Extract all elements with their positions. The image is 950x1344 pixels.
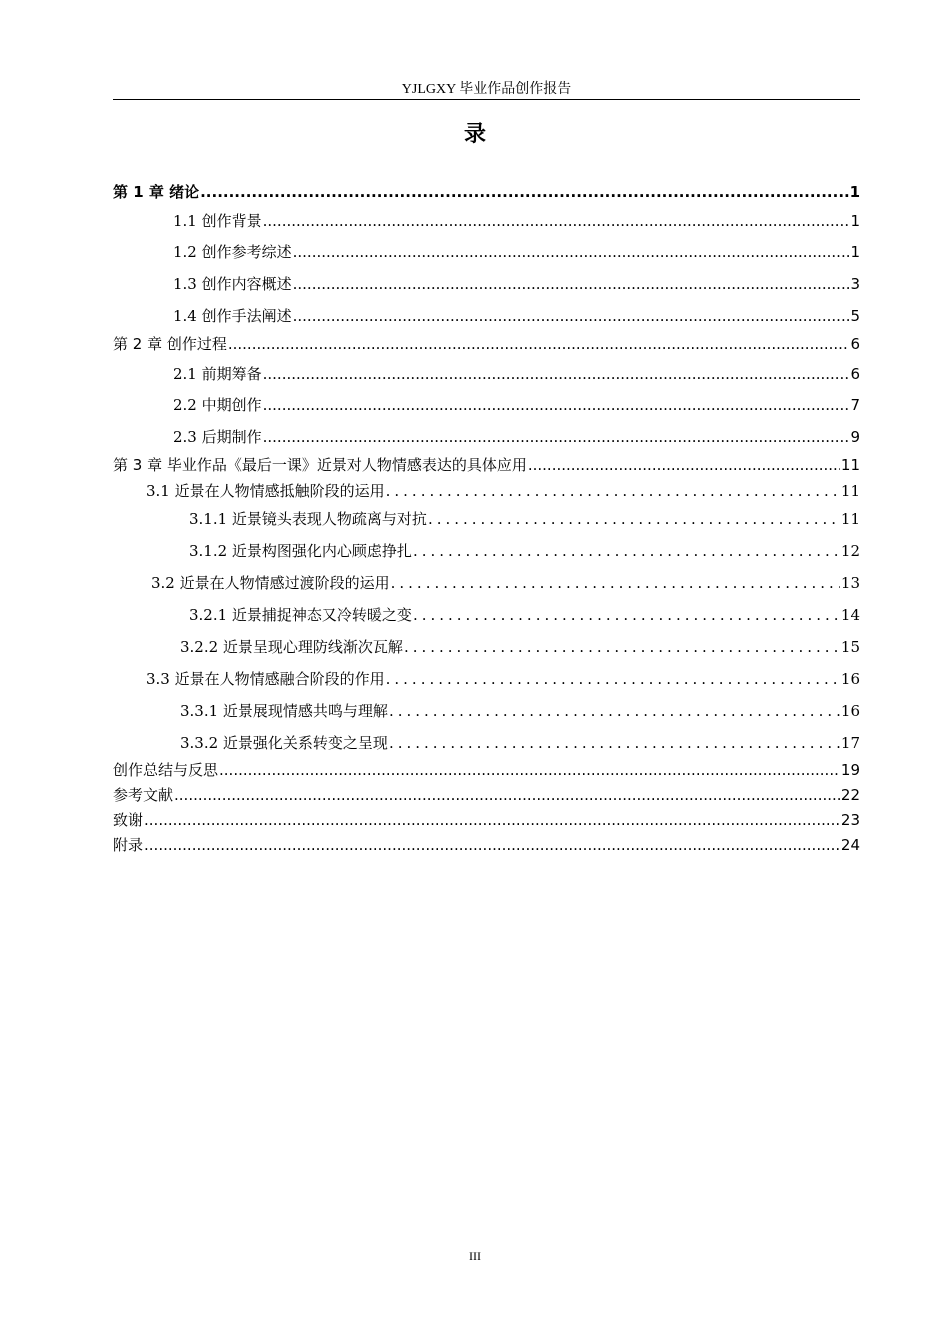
toc-label: 2.3 后期制作 [173, 428, 262, 446]
toc-page: 1 [850, 243, 860, 261]
toc-page: 11 [840, 510, 860, 528]
toc-leader [386, 670, 840, 688]
toc-label: 1.2 创作参考综述 [173, 243, 292, 261]
toc-leader [386, 482, 840, 500]
toc-entry-2-3[interactable] [173, 426, 860, 447]
toc-entry-3-2-2[interactable] [180, 636, 860, 657]
toc-leader [293, 243, 850, 261]
toc-label: 附录 [113, 836, 144, 854]
toc-page: 12 [840, 542, 860, 560]
toc-entry-chapter-3[interactable] [113, 454, 860, 475]
header-rule [113, 99, 860, 100]
toc-label: 3.1.1 近景镜头表现人物疏离与对抗 [189, 510, 427, 528]
toc-entry-chapter-2[interactable] [113, 333, 860, 354]
toc-leader [413, 542, 840, 560]
toc-label: 3.2 近景在人物情感过渡阶段的运用 [151, 574, 390, 592]
toc-leader [263, 396, 850, 414]
toc-leader [174, 786, 840, 804]
toc-label: 3.3.1 近景展现情感共鸣与理解 [180, 702, 388, 720]
toc-leader [263, 428, 850, 446]
toc-page: 23 [840, 811, 860, 829]
toc-page: 11 [840, 482, 860, 500]
toc-entry-3-1[interactable] [146, 480, 860, 501]
toc-label: 3.2.1 近景捕捉神态又冷转暖之变 [189, 606, 412, 624]
toc-label: 3.3.2 近景强化关系转变之呈现 [180, 734, 388, 752]
toc-entry-acknowledgements[interactable] [113, 809, 860, 830]
toc-leader [263, 365, 850, 383]
toc-page: 3 [850, 275, 860, 293]
toc-label: 第 2 章 创作过程 [113, 335, 227, 353]
toc-page: 16 [840, 702, 860, 720]
toc-leader [391, 574, 840, 592]
toc-entry-3-1-2[interactable] [189, 540, 860, 561]
toc-leader [389, 734, 840, 752]
toc-label: 3.1.2 近景构图强化内心顾虑挣扎 [189, 542, 412, 560]
toc-leader [219, 761, 840, 779]
page-number: III [469, 1249, 481, 1263]
toc-page: 13 [840, 574, 860, 592]
toc-entry-3-3[interactable] [146, 668, 860, 689]
toc-leader [528, 456, 840, 474]
toc-page: 9 [850, 428, 860, 446]
toc-entry-1-1[interactable] [173, 210, 860, 231]
toc-leader [404, 638, 840, 656]
toc-page: 11 [840, 456, 860, 474]
toc-label: 第 3 章 毕业作品《最后一课》近景对人物情感表达的具体应用 [113, 456, 527, 474]
toc-label: 第 1 章 绪论 [113, 183, 200, 201]
toc-page: 17 [840, 734, 860, 752]
toc-entry-references[interactable] [113, 784, 860, 805]
toc-page: 22 [840, 786, 860, 804]
toc-page: 24 [840, 836, 860, 854]
toc-page: 6 [850, 335, 860, 353]
toc-page: 16 [840, 670, 860, 688]
toc-entry-1-4[interactable] [173, 305, 860, 326]
toc-entry-3-2-1[interactable] [189, 604, 860, 625]
toc-leader [293, 275, 850, 293]
toc-page: 14 [840, 606, 860, 624]
toc-label: 2.2 中期创作 [173, 396, 262, 414]
toc-entry-3-3-2[interactable] [180, 732, 860, 753]
running-header: YJLGXY 毕业作品创作报告 [401, 82, 572, 97]
toc-leader [263, 212, 850, 230]
page-title: 录 [463, 122, 486, 147]
toc-entry-1-2[interactable] [173, 241, 860, 262]
toc-label: 创作总结与反思 [113, 761, 219, 779]
toc-entry-3-1-1[interactable] [189, 508, 860, 529]
toc-leader [293, 307, 850, 325]
toc-label: 1.1 创作背景 [173, 212, 262, 230]
toc-page: 1 [850, 212, 860, 230]
toc-page: 15 [840, 638, 860, 656]
toc-label: 3.3 近景在人物情感融合阶段的作用 [146, 670, 385, 688]
toc-leader [389, 702, 840, 720]
toc-label: 2.1 前期筹备 [173, 365, 262, 383]
toc-label: 3.1 近景在人物情感抵触阶段的运用 [146, 482, 385, 500]
toc-leader [144, 836, 840, 854]
toc-label: 致谢 [113, 811, 144, 829]
toc-label: 1.4 创作手法阐述 [173, 307, 292, 325]
toc-entry-1-3[interactable] [173, 273, 860, 294]
toc-label: 3.2.2 近景呈现心理防线渐次瓦解 [180, 638, 403, 656]
toc-leader [413, 606, 840, 624]
toc-leader [228, 335, 850, 353]
toc-entry-appendix[interactable] [113, 834, 860, 855]
toc-page: 19 [840, 761, 860, 779]
toc-entry-2-1[interactable] [173, 363, 860, 384]
toc-entry-2-2[interactable] [173, 394, 860, 415]
toc-entry-3-2[interactable] [151, 572, 860, 593]
toc-page: 1 [849, 183, 860, 201]
toc-label: 1.3 创作内容概述 [173, 275, 292, 293]
toc-page: 7 [850, 396, 860, 414]
toc-label: 参考文献 [113, 786, 174, 804]
toc-page: 6 [850, 365, 860, 383]
toc-entry-3-3-1[interactable] [180, 700, 860, 721]
toc-entry-chapter-1[interactable] [113, 181, 860, 202]
toc-leader [144, 811, 840, 829]
toc-page: 5 [850, 307, 860, 325]
toc-leader [428, 510, 840, 528]
toc-leader [200, 183, 848, 201]
toc-entry-summary[interactable] [113, 759, 860, 780]
